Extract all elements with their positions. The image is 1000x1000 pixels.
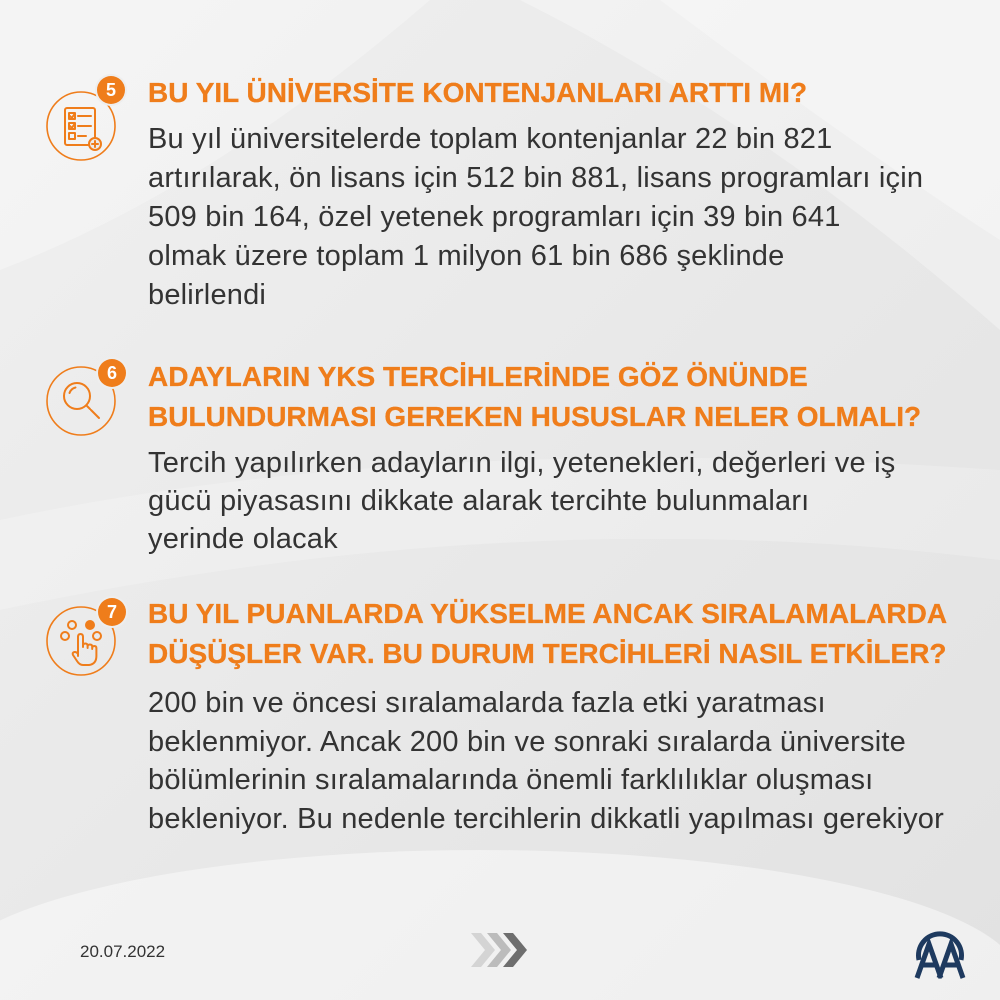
body-line: olmak üzere toplam 1 milyon 61 bin 686 şeklinde xyxy=(148,240,785,272)
body-line: bekleniyor. Bu nedenle tercihlerin dikkatli yapılması gerekiyor xyxy=(148,802,944,835)
section-body xyxy=(148,120,923,315)
section-heading xyxy=(148,357,921,437)
section-number-badge: 7 xyxy=(98,598,126,626)
section-body xyxy=(148,444,895,558)
body-line: 200 bin ve öncesi sıralamalarda fazla etki yaratması xyxy=(148,687,826,719)
body-line: gücü piyasasını dikkate alarak tercihte bulunmaları xyxy=(148,485,810,517)
body-line: beklenmiyor. Ancak 200 bin ve sonraki sıralarda üniversite xyxy=(148,725,906,758)
body-line: artırılarak, ön lisans için 512 bin 881, lisans programları için xyxy=(148,162,924,194)
section-number-badge: 6 xyxy=(98,359,126,387)
section-body xyxy=(148,684,944,838)
aa-logo-icon xyxy=(912,926,968,980)
body-line: belirlendi xyxy=(148,279,267,311)
body-line: Bu yıl üniversitelerde toplam kontenjanlar 22 bin 821 xyxy=(148,123,833,155)
body-line: 509 bin 164, özel yetenek programları için 39 bin 641 xyxy=(148,201,841,233)
triple-chevron-right-icon xyxy=(467,933,533,967)
heading-line: BULUNDURMASI GEREKEN HUSUSLAR NELER OLMALI? xyxy=(148,401,922,432)
heading-line: BU YIL ÜNİVERSİTE KONTENJANLARI ARTTI MI? xyxy=(148,77,808,108)
publish-date: 20.07.2022 xyxy=(80,942,166,961)
body-line: Tercih yapılırken adayların ilgi, yetenekleri, değerleri ve iş xyxy=(148,447,896,479)
section-heading xyxy=(148,73,807,113)
body-line: yerinde olacak xyxy=(148,523,338,555)
heading-line: ADAYLARIN YKS TERCİHLERİNDE GÖZ ÖNÜNDE xyxy=(148,361,808,392)
section-number-badge: 5 xyxy=(97,76,125,104)
heading-line: BU YIL PUANLARDA YÜKSELME ANCAK SIRALAMALARDA xyxy=(148,598,948,629)
heading-line: DÜŞÜŞLER VAR. BU DURUM TERCİHLERİ NASIL ETKİLER? xyxy=(148,638,947,669)
body-line: bölümlerinin sıralamalarında önemli farklılıklar oluşması xyxy=(148,764,874,796)
section-heading xyxy=(148,594,947,674)
